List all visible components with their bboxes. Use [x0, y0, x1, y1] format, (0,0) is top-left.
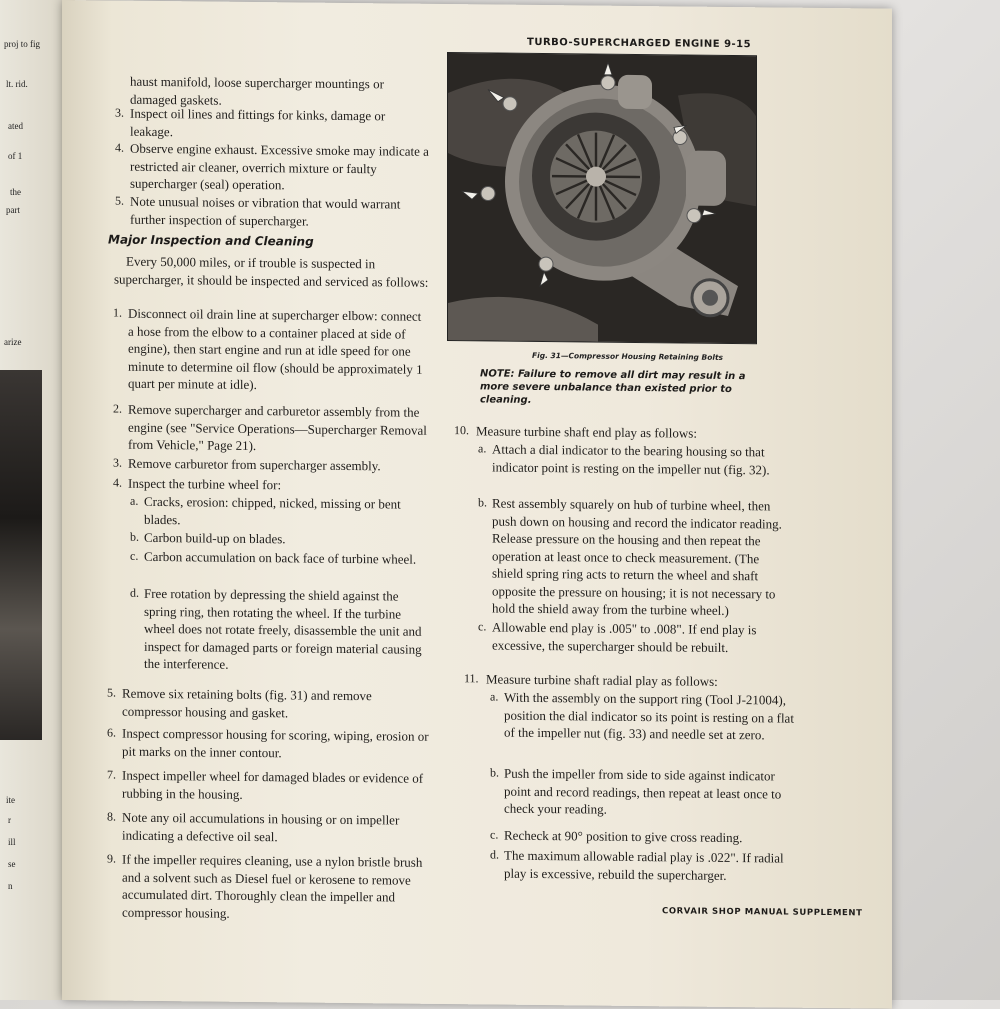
sub-item: [492, 441, 782, 479]
list-item: [130, 193, 430, 231]
item-text: Remove carburetor from supercharger assembly.: [128, 456, 381, 474]
item-text: Measure turbine shaft radial play as follows:: [486, 671, 718, 688]
sub-item-letter: d.: [490, 846, 499, 864]
sub-item-text: Free rotation by depressing the shield against the spring ring, then rotating the wheel. If the turbine wheel does not rotate freely, disassemble the unit and inspect for damaged parts or foreign material causing the interference.: [144, 586, 422, 672]
item-number: 6.: [107, 724, 116, 742]
figure-caption: Fig. 31—Compressor Housing Retaining Bolts: [532, 351, 723, 362]
item-number: 1.: [113, 305, 122, 323]
list-item: [130, 140, 430, 196]
list-item: [122, 809, 434, 847]
item-text: Inspect oil lines and fittings for kinks, damage or leakage.: [130, 106, 385, 139]
sub-item-letter: d.: [130, 585, 139, 603]
sub-item: [504, 847, 796, 885]
page-header: TURBO-SUPERCHARGED ENGINE 9-15: [527, 37, 751, 50]
left-fragment-text: the: [10, 186, 21, 198]
sub-item-text: Rest assembly squarely on hub of turbine wheel, then push down on housing and record the indicator reading. Release pressure on the housing and then repeat the operation at least once to check measurement. (The shield spring ring acts to return the wheel and shaft opposite the pressure on housing; it is not necessary to hold the shield away from the turbine wheel.): [492, 496, 782, 618]
item-number: 5.: [115, 193, 124, 211]
item-text: Measure turbine shaft end play as follows:: [476, 423, 697, 440]
list-item: [128, 401, 430, 457]
list-item: [122, 725, 434, 763]
sub-item-text: The maximum allowable radial play is .022". If radial play is excessive, rebuild the supercharger.: [504, 848, 784, 883]
list-item: [122, 685, 434, 723]
left-fragment-text: ated: [8, 120, 23, 132]
sub-item-text: Push the impeller from side to side against indicator point and record readings, then repeat at least once to check your reading.: [504, 766, 781, 817]
list-item: [122, 851, 434, 924]
item-text: Remove six retaining bolts (fig. 31) and remove compressor housing and gasket.: [122, 686, 372, 720]
item-number: 4.: [115, 140, 124, 158]
sub-item: [504, 827, 796, 848]
sub-item: [144, 493, 432, 531]
list-item: [128, 455, 430, 476]
sub-item-text: Carbon accumulation on back face of turbine wheel.: [144, 549, 416, 567]
sub-item-letter: c.: [478, 618, 486, 636]
left-fragment-text: ite: [6, 794, 15, 806]
left-fragment-text: n: [8, 880, 13, 892]
sub-item-letter: c.: [490, 826, 498, 844]
item-text: If the impeller requires cleaning, use a nylon bristle brush and a solvent such as Diesel fuel or kerosene to remove accumulated dirt. Thoroughly clean the impeller and compressor housing.: [122, 852, 422, 921]
list-item: [130, 105, 430, 143]
item-number: 8.: [107, 808, 116, 826]
sub-item-text: Attach a dial indicator to the bearing housing so that indicator point is resting on the impeller nut (fig. 32).: [492, 442, 770, 477]
section-heading: Major Inspection and Cleaning: [108, 232, 314, 248]
sub-item: [144, 548, 432, 569]
sub-item-letter: b.: [490, 764, 499, 782]
item-text: Disconnect oil drain line at supercharger elbow: connect a hose from the elbow to a container placed at side of engine), then start engine and run at idle speed for one minute to determine oil flow (should be approximately 1 quart per minute at idle).: [128, 306, 423, 392]
sub-item-letter: a.: [478, 440, 486, 458]
item-text: Inspect impeller wheel for damaged blades or evidence of rubbing in the housing.: [122, 768, 423, 802]
left-fragment-text: of 1: [8, 150, 22, 162]
item-text: Inspect compressor housing for scoring, wiping, erosion or pit marks on the inner contour.: [122, 726, 429, 760]
sub-item-letter: c.: [130, 548, 138, 566]
sub-item: [492, 495, 782, 621]
sub-item-text: Cracks, erosion: chipped, nicked, missing or bent blades.: [144, 494, 401, 527]
left-fragment-text: ill: [8, 836, 16, 848]
item-number: 5.: [107, 684, 116, 702]
left-page-photo: [0, 370, 42, 740]
item-text: Note any oil accumulations in housing or on impeller indicating a defective oil seal.: [122, 810, 399, 844]
list-item: [128, 305, 430, 396]
item-text: Inspect the turbine wheel for:: [128, 476, 281, 493]
note-text: NOTE: Failure to remove all dirt may result in a more severe unbalance than existed prior to cleaning.: [480, 367, 770, 409]
sub-item: [492, 619, 782, 657]
sub-item-text: With the assembly on the support ring (Tool J-21004), position the dial indicator so its point is resting on a flat of the impeller nut (fig. 33) and needle set at zero.: [504, 690, 794, 743]
sub-item-text: Carbon build-up on blades.: [144, 530, 286, 546]
left-fragment-text: proj to fig: [4, 38, 40, 50]
left-fragment-text: r: [8, 814, 11, 826]
item-number: 10.: [454, 422, 469, 440]
sub-item: [144, 529, 432, 550]
left-fragment-text: arize: [4, 336, 21, 348]
sub-item-letter: a.: [490, 688, 498, 706]
continued-text: haust manifold, loose supercharger mountings or damaged gaskets.: [130, 73, 430, 111]
sub-item: [504, 765, 796, 821]
item-text: Note unusual noises or vibration that would warrant further inspection of supercharger.: [130, 194, 400, 228]
sub-item-letter: a.: [130, 493, 138, 511]
item-number: 4.: [113, 475, 122, 493]
sub-item-letter: b.: [478, 494, 487, 512]
sub-item: [504, 689, 796, 745]
left-fragment-text: se: [8, 858, 16, 870]
left-fragment-text: lt. rid.: [6, 78, 28, 90]
item-number: 7.: [107, 766, 116, 784]
left-fragment-text: part: [6, 204, 20, 216]
item-number: 11.: [464, 670, 479, 688]
sub-item-text: Recheck at 90° position to give cross reading.: [504, 828, 742, 845]
manual-page: [62, 0, 892, 1009]
item-text: Observe engine exhaust. Excessive smoke may indicate a restricted air cleaner, overrich mixture or faulty supercharger (seal) operation.: [130, 141, 429, 193]
compressor-housing-photo: [447, 52, 757, 344]
intro-paragraph: Every 50,000 miles, or if trouble is suspected in supercharger, it should be inspected and serviced as follows:: [114, 253, 430, 291]
page-footer: CORVAIR SHOP MANUAL SUPPLEMENT: [662, 906, 863, 918]
item-text: Remove supercharger and carburetor assembly from the engine (see "Service Operations—Supercharger Removal from Vehicle," Page 21).: [128, 402, 427, 453]
sub-item-letter: b.: [130, 529, 139, 547]
item-number: 3.: [115, 105, 124, 123]
sub-item-text: Allowable end play is .005" to .008". If end play is excessive, the supercharger should be rebuilt.: [492, 620, 756, 655]
item-number: 3.: [113, 455, 122, 473]
compressor-housing-illustration: [448, 53, 756, 343]
item-number: 2.: [113, 401, 122, 419]
sub-item: [144, 585, 432, 676]
list-item: [122, 767, 434, 805]
item-number: 9.: [107, 850, 116, 868]
